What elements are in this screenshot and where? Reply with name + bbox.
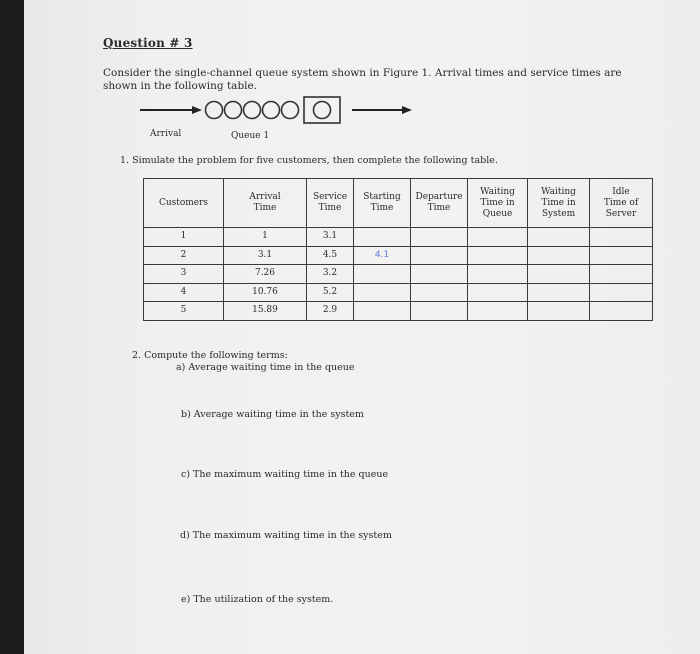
queue-slot-4 xyxy=(263,102,280,119)
cell-service: 2.9 xyxy=(307,302,354,321)
cell-wait-system xyxy=(528,302,590,321)
cell-arrival: 1 xyxy=(224,228,307,247)
header-starting-time: Starting Time xyxy=(354,179,411,228)
table-row xyxy=(144,302,653,321)
cell-arrival: 10.76 xyxy=(224,283,307,302)
part-a-text: a) Average waiting time in the queue xyxy=(176,362,355,373)
cell-starting xyxy=(354,228,411,247)
cell-customer: 2 xyxy=(144,246,224,265)
cell-arrival: 7.26 xyxy=(224,265,307,284)
cell-wait-queue xyxy=(468,228,528,247)
cell-arrival: 3.1 xyxy=(224,246,307,265)
table-row xyxy=(144,228,653,247)
part-b-text: b) Average waiting time in the system xyxy=(181,409,364,420)
cell-idle xyxy=(590,283,653,302)
queue-slot-2 xyxy=(225,102,242,119)
task-1-text: 1. Simulate the problem for five customers, then complete the following table. xyxy=(120,155,498,166)
header-arrival-time: Arrival Time xyxy=(224,179,307,228)
cell-service: 3.1 xyxy=(307,228,354,247)
table-row xyxy=(144,246,653,265)
cell-idle xyxy=(590,246,653,265)
cell-service: 5.2 xyxy=(307,283,354,302)
header-customers: Customers xyxy=(144,179,224,228)
queue-slot-5 xyxy=(282,102,299,119)
cell-arrival: 15.89 xyxy=(224,302,307,321)
cell-departure xyxy=(411,228,468,247)
header-departure-time: Departure Time xyxy=(411,179,468,228)
cell-service: 4.5 xyxy=(307,246,354,265)
table-header-row xyxy=(144,179,653,228)
header-waiting-system: Waiting Time in System xyxy=(528,179,590,228)
task-2-text: 2. Compute the following terms: xyxy=(132,350,288,361)
cell-idle xyxy=(590,265,653,284)
cell-customer: 3 xyxy=(144,265,224,284)
cell-departure xyxy=(411,246,468,265)
header-waiting-queue: Waiting Time in Queue xyxy=(468,179,528,228)
part-e-text: e) The utilization of the system. xyxy=(181,594,334,605)
part-c-text: c) The maximum waiting time in the queue xyxy=(181,469,389,480)
departure-arrowhead xyxy=(402,106,412,114)
header-idle-time: Idle Time of Server xyxy=(590,179,653,228)
cell-wait-system xyxy=(528,265,590,284)
cell-wait-queue xyxy=(468,302,528,321)
cell-wait-queue xyxy=(468,283,528,302)
cell-wait-queue xyxy=(468,246,528,265)
cell-customer: 1 xyxy=(144,228,224,247)
cell-wait-queue xyxy=(468,265,528,284)
cell-starting-handwritten: 4.1 xyxy=(354,246,411,265)
queue-label: Queue 1 xyxy=(231,131,270,141)
queue-slot-1 xyxy=(206,102,223,119)
cell-departure xyxy=(411,283,468,302)
table-row xyxy=(144,283,653,302)
cell-starting xyxy=(354,283,411,302)
cell-wait-system xyxy=(528,228,590,247)
header-service-time: Service Time xyxy=(307,179,354,228)
queue-slot-3 xyxy=(244,102,261,119)
table-row xyxy=(144,265,653,284)
arrival-label: Arrival xyxy=(150,129,182,139)
cell-customer: 5 xyxy=(144,302,224,321)
cell-idle xyxy=(590,302,653,321)
cell-wait-system xyxy=(528,246,590,265)
server-customer xyxy=(314,102,331,119)
cell-idle xyxy=(590,228,653,247)
intro-paragraph: Consider the single-channel queue system shown in Figure 1. Arrival times and service times are shown in the following table. xyxy=(103,67,622,92)
cell-departure xyxy=(411,302,468,321)
queue-figure xyxy=(140,95,430,125)
arrival-arrowhead xyxy=(192,106,202,114)
cell-customer: 4 xyxy=(144,283,224,302)
cell-service: 3.2 xyxy=(307,265,354,284)
cell-wait-system xyxy=(528,283,590,302)
cell-starting xyxy=(354,265,411,284)
simulation-table xyxy=(143,178,653,321)
part-d-text: d) The maximum waiting time in the system xyxy=(180,530,392,541)
cell-starting xyxy=(354,302,411,321)
cell-departure xyxy=(411,265,468,284)
question-title: Question # 3 xyxy=(103,36,193,50)
